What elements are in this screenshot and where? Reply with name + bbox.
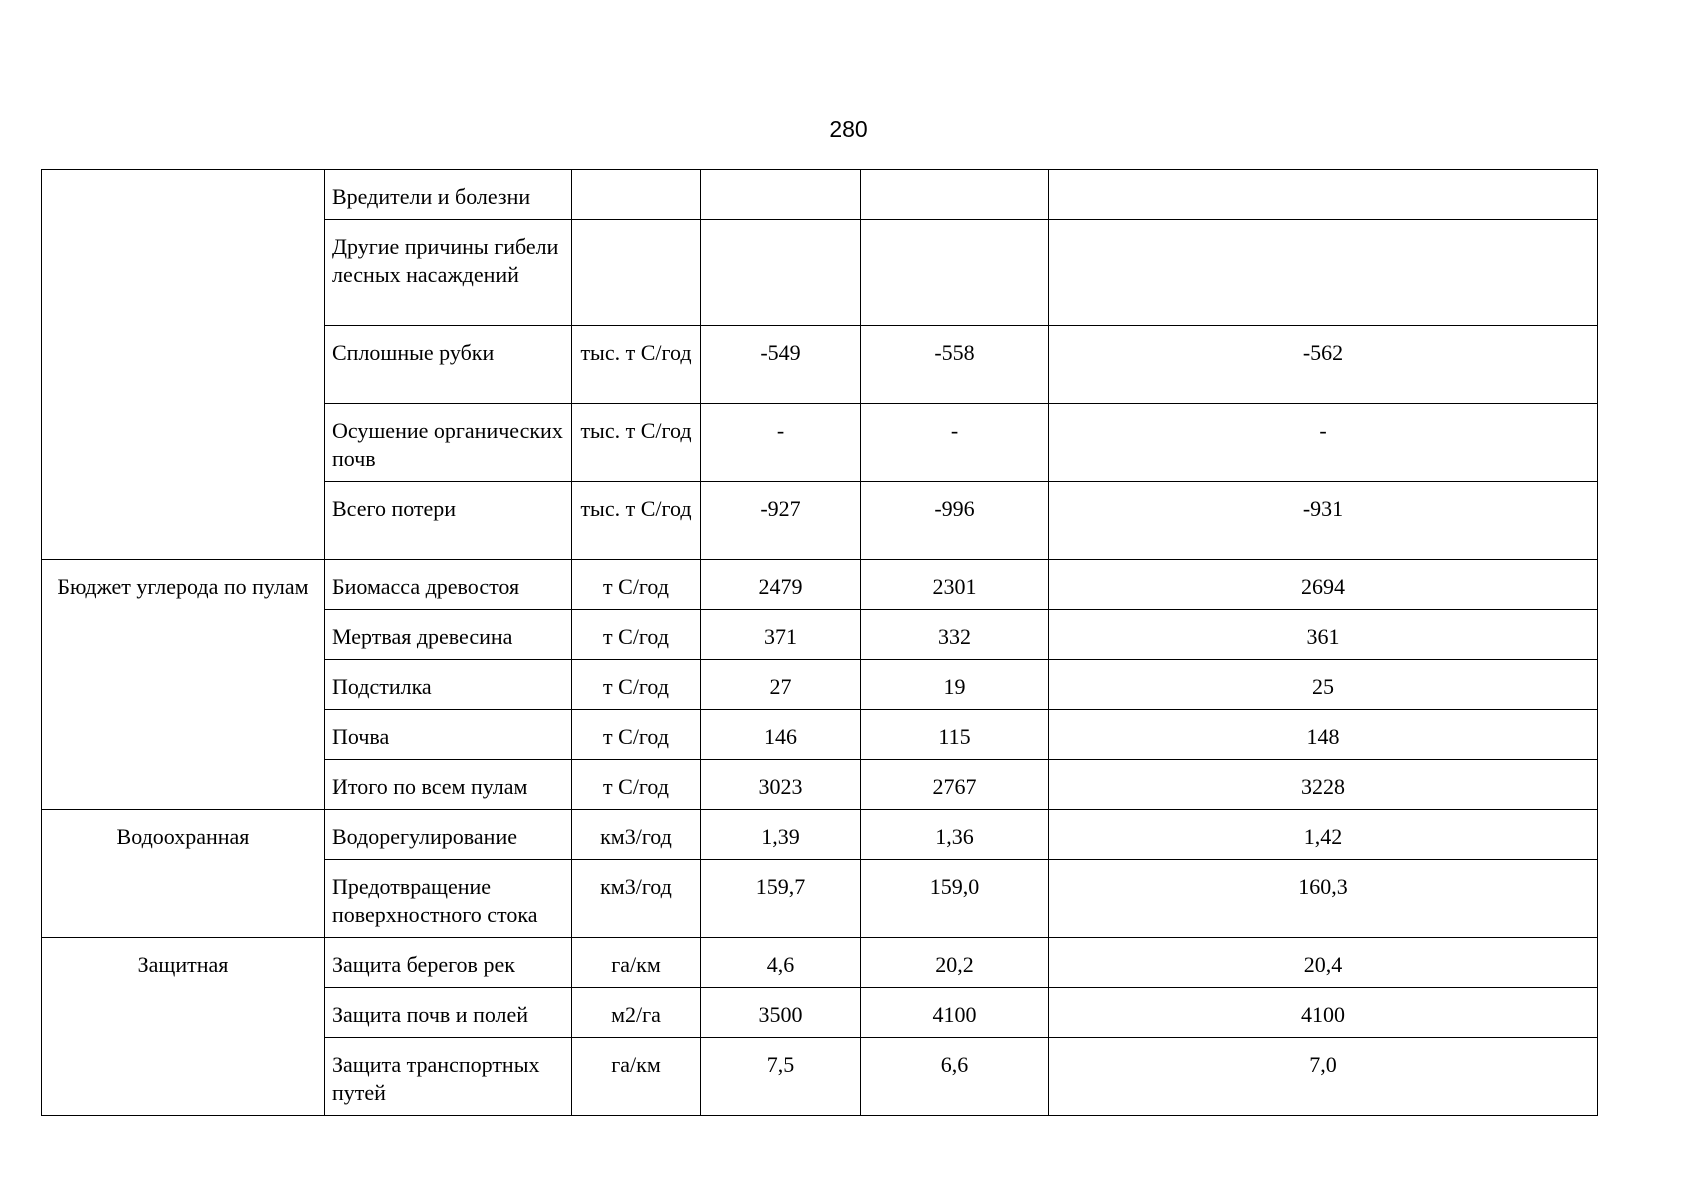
unit-cell: тыс. т С/год (572, 404, 701, 482)
table-row (42, 938, 1598, 988)
unit-cell: т С/год (572, 560, 701, 610)
value-cell-3: 1,42 (1049, 810, 1598, 860)
unit-cell: тыс. т С/год (572, 326, 701, 404)
value-cell-3 (1049, 170, 1598, 220)
unit-cell: га/км (572, 938, 701, 988)
indicator-cell: Сплошные рубки (325, 326, 572, 404)
indicator-cell: Водорегулирование (325, 810, 572, 860)
value-cell-1: - (701, 404, 861, 482)
value-cell-1 (701, 220, 861, 326)
indicator-cell: Осушение органических почв (325, 404, 572, 482)
indicator-cell: Защита транспортных путей (325, 1038, 572, 1116)
value-cell-3: 2694 (1049, 560, 1598, 610)
unit-cell (572, 220, 701, 326)
group-cell: Защитная (42, 938, 325, 1116)
value-cell-2: 6,6 (861, 1038, 1049, 1116)
unit-cell: км3/год (572, 810, 701, 860)
indicator-cell: Итого по всем пулам (325, 760, 572, 810)
value-cell-3: -562 (1049, 326, 1598, 404)
value-cell-1: 3500 (701, 988, 861, 1038)
table-row (42, 810, 1598, 860)
value-cell-3: 25 (1049, 660, 1598, 710)
unit-cell: га/км (572, 1038, 701, 1116)
unit-cell: км3/год (572, 860, 701, 938)
value-cell-2: 20,2 (861, 938, 1049, 988)
indicator-cell: Всего потери (325, 482, 572, 560)
value-cell-1: 2479 (701, 560, 861, 610)
unit-cell: т С/год (572, 610, 701, 660)
indicator-cell: Вредители и болезни (325, 170, 572, 220)
unit-cell: тыс. т С/год (572, 482, 701, 560)
value-cell-3 (1049, 220, 1598, 326)
value-cell-2: 115 (861, 710, 1049, 760)
indicator-cell: Биомасса древостоя (325, 560, 572, 610)
value-cell-3: 148 (1049, 710, 1598, 760)
indicator-cell: Подстилка (325, 660, 572, 710)
value-cell-2: 2301 (861, 560, 1049, 610)
value-cell-2: 4100 (861, 988, 1049, 1038)
value-cell-1: 146 (701, 710, 861, 760)
indicator-cell: Защита берегов рек (325, 938, 572, 988)
unit-cell: т С/год (572, 660, 701, 710)
value-cell-3: 7,0 (1049, 1038, 1598, 1116)
value-cell-3: 4100 (1049, 988, 1598, 1038)
value-cell-3: 3228 (1049, 760, 1598, 810)
unit-cell: т С/год (572, 760, 701, 810)
page-number: 280 (829, 116, 868, 142)
value-cell-1: 4,6 (701, 938, 861, 988)
value-cell-1: -927 (701, 482, 861, 560)
value-cell-1: 1,39 (701, 810, 861, 860)
value-cell-3: 20,4 (1049, 938, 1598, 988)
value-cell-3: - (1049, 404, 1598, 482)
value-cell-1: 7,5 (701, 1038, 861, 1116)
value-cell-3: 361 (1049, 610, 1598, 660)
value-cell-2: 1,36 (861, 810, 1049, 860)
value-cell-1: 371 (701, 610, 861, 660)
value-cell-1: 3023 (701, 760, 861, 810)
value-cell-2 (861, 220, 1049, 326)
value-cell-3: -931 (1049, 482, 1598, 560)
indicator-cell: Предотвращение поверхностного стока (325, 860, 572, 938)
group-cell-empty (42, 170, 325, 560)
indicator-cell: Почва (325, 710, 572, 760)
group-cell: Бюджет углерода по пулам (42, 560, 325, 810)
value-cell-1: -549 (701, 326, 861, 404)
indicator-cell: Защита почв и полей (325, 988, 572, 1038)
value-cell-2: -558 (861, 326, 1049, 404)
value-cell-1: 27 (701, 660, 861, 710)
indicator-cell: Мертвая древесина (325, 610, 572, 660)
value-cell-2: 19 (861, 660, 1049, 710)
value-cell-2: - (861, 404, 1049, 482)
value-cell-2: -996 (861, 482, 1049, 560)
unit-cell (572, 170, 701, 220)
indicator-cell: Другие причины гибели лесных насаждений (325, 220, 572, 326)
value-cell-1: 159,7 (701, 860, 861, 938)
unit-cell: т С/год (572, 710, 701, 760)
value-cell-1 (701, 170, 861, 220)
value-cell-2 (861, 170, 1049, 220)
value-cell-2: 332 (861, 610, 1049, 660)
table-row (42, 560, 1598, 610)
unit-cell: м2/га (572, 988, 701, 1038)
forest-functions-table (41, 169, 1598, 1116)
value-cell-2: 2767 (861, 760, 1049, 810)
value-cell-2: 159,0 (861, 860, 1049, 938)
group-cell: Водоохранная (42, 810, 325, 938)
table-row (42, 170, 1598, 220)
value-cell-3: 160,3 (1049, 860, 1598, 938)
